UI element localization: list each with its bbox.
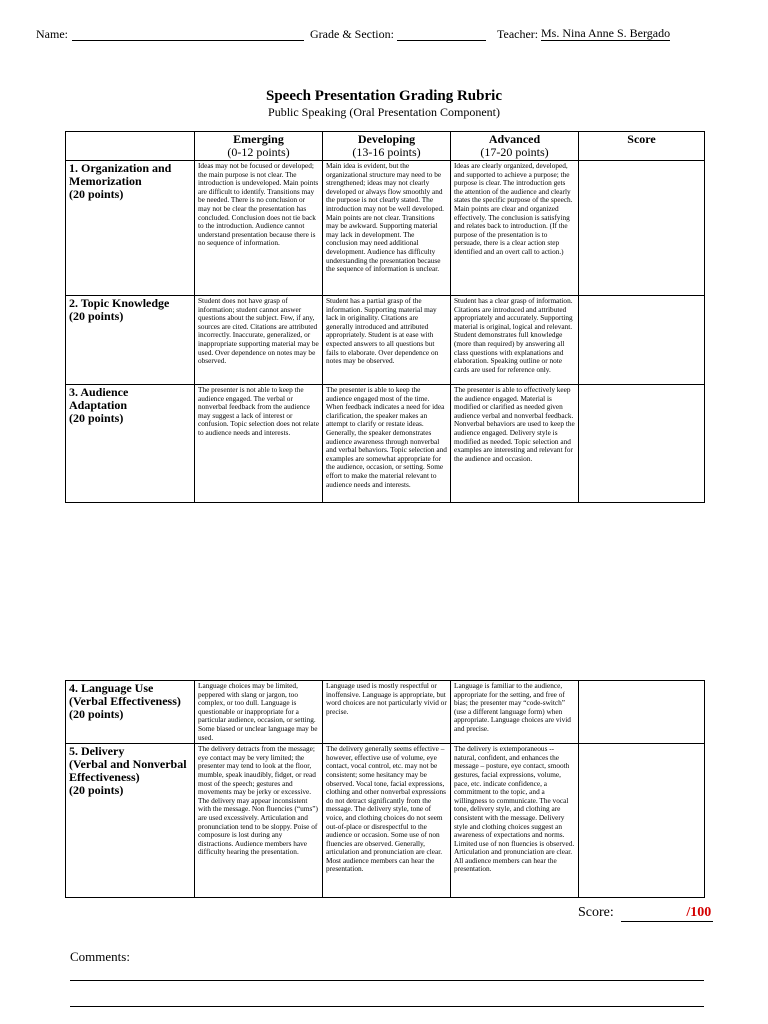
total-score-field[interactable] (621, 905, 713, 922)
advanced-description: Student has a clear grasp of information. Citations are introduced and attributed appropriately and accurately. Supporting material is original, logical and relevant. Student demonstrates full knowledge (more than required) by answering all class questions with explanations and elaboration. Speaking outline or note cards are used for reference only. (451, 296, 579, 385)
advanced-description: Language is familiar to the audience, appropriate for the setting, and free of bias; the presenter may “code-switch” (use a different language form) when appropriate. Language choices are vivid and precise. (451, 681, 579, 744)
comments-label: Comments: (70, 949, 130, 964)
advanced-description: The delivery is extemporaneous -- natural, confident, and enhances the message – posture, eye contact, smooth gestures, facial expressions, volume, pace, etc. indicate confidence, a commitment to the topic, and a willingness to communicate. The vocal tone, delivery style, and clothing are consistent with the message. Delivery style and clothing choices suggest an awareness of expectations and norms. Limited use of non fluencies is observed. Articulation and pronunciation are clear. All audience members can hear the presentation. (451, 744, 579, 898)
criterion-points: (20 points) (69, 309, 124, 323)
rubric-table-top (65, 131, 705, 503)
emerging-description: The presenter is not able to keep the audience engaged. The verbal or nonverbal feedback from the audience may suggest a lack of interest or confusion. Topic selection does not relate to audience needs and interests. (195, 385, 323, 503)
criterion-points: (20 points) (69, 187, 124, 201)
table-row (66, 161, 705, 296)
criterion-text: 5. Delivery (69, 744, 125, 759)
criterion-cell (66, 296, 195, 385)
criterion-text: (Verbal Effectiveness) (69, 694, 181, 708)
teacher-label: Teacher: (497, 27, 539, 41)
comments-line[interactable] (70, 1006, 704, 1007)
table-row (66, 385, 705, 503)
emerging-description: Ideas may not be focused or developed; the main purpose is not clear. The introduction is undeveloped. Main points are difficult to identify. Transitions may be needed. There is no conclusion or may not be clear the presentation has concluded. Conclusion does not tie back to the introduction. Audience cannot understand presentation because there is no sequence of information. (195, 161, 323, 296)
advanced-header (451, 132, 579, 161)
criteria-header-cell (66, 132, 195, 161)
name-field[interactable] (72, 40, 304, 41)
score-cell[interactable] (579, 296, 705, 385)
criterion-text: 1. Organization and (69, 161, 172, 175)
score-header (579, 132, 705, 161)
criterion-text: Effectiveness) (69, 770, 140, 785)
criterion-text: (Verbal and Nonverbal (69, 757, 187, 772)
criterion-cell (66, 681, 195, 744)
score-title: Score (627, 132, 656, 146)
grade-section-label: Grade & Section: (310, 27, 394, 41)
score-cell[interactable] (579, 744, 705, 898)
emerging-range: (0-12 points) (227, 145, 290, 159)
score-cell[interactable] (579, 161, 705, 296)
criterion-text: Memorization (69, 174, 142, 188)
criterion-cell (66, 744, 195, 898)
score-label: Score: (578, 905, 614, 920)
developing-header (323, 132, 451, 161)
table-row (66, 681, 705, 744)
grade-section-field[interactable] (397, 40, 486, 41)
emerging-description: The delivery detracts from the message; eye contact may be very limited; the presenter may tend to look at the floor, mumble, speak inaudibly, fidget, or read most of the speech; gestures and movements may be jerky or excessive. The delivery may appear inconsistent with the message. Non fluencies (“ums”) are used excessively. Articulation and pronunciation tend to be sloppy. Poise of composure is lost during any distractions. Audience members have difficulty hearing the presentation. (195, 744, 323, 898)
score-cell[interactable] (579, 385, 705, 503)
advanced-description: Ideas are clearly organized, developed, and supported to achieve a purpose; the purpose is clear. The introduction gets the attention of the audience and clearly states the specific purpose of the speech. Main points are clear and organized effectively. The conclusion is satisfying and relates back to introduction. (If the purpose of the presentation is to persuade, there is a clear action step identified and an overt call to action.) (451, 161, 579, 296)
developing-range: (13-16 points) (352, 145, 421, 159)
criterion-text: 2. Topic Knowledge (69, 296, 170, 310)
criterion-text: 3. Audience (69, 385, 129, 399)
table-row (66, 296, 705, 385)
rubric-title: Speech Presentation Grading Rubric (266, 88, 502, 104)
rubric-subtitle: Public Speaking (Oral Presentation Component) (268, 105, 500, 119)
developing-description: Student has a partial grasp of the information. Supporting material may lack in originality. Citations are generally introduced and attributed appropriately. Student is at ease with expected answers to all questions but fails to elaborate. Over dependence on notes may be observed. (323, 296, 451, 385)
criterion-cell (66, 385, 195, 503)
criterion-points: (20 points) (69, 783, 124, 798)
criterion-points: (20 points) (69, 411, 124, 425)
developing-description: Language used is mostly respectful or inoffensive. Language is appropriate, but word choices are not particularly vivid or precise. (323, 681, 451, 744)
emerging-header (195, 132, 323, 161)
developing-description: The presenter is able to keep the audience engaged most of the time. When feedback indicates a need for idea clarification, the speaker makes an attempt to clarify or restate ideas. Generally, the speaker demonstrates audience awareness through nonverbal and verbal behaviors. Topic selection and examples are somewhat appropriate for the audience, occasion, or setting. Some effort to make the material relevant to audience needs and interests. (323, 385, 451, 503)
column-header-row (66, 132, 705, 161)
score-max: /100 (686, 905, 712, 920)
developing-description: Main idea is evident, but the organizational structure may need to be strengthened; ideas may not clearly developed or always flow smoothly and the purpose is not clearly stated. The introduction may not be well developed. Main points are not clear. Transitions may be awkward. Supporting material may lack in development. The conclusion may need additional development. Audience has difficulty understanding the presentation because the sequence of information is unclear. (323, 161, 451, 296)
student-info-header (0, 27, 768, 43)
developing-description: The delivery generally seems effective – however, effective use of volume, eye contact, vocal control, etc. may not be consistent; some hesitancy may be observed. Vocal tone, facial expressions, clothing and other nonverbal expressions do not detract significantly from the message. The delivery style, tone of voice, and clothing choices do not seem out-of-place or disrespectful to the audience or occasion. Some use of non fluencies are observed. Generally, articulation and pronunciation are clear. Most audience members can hear the presentation. (323, 744, 451, 898)
teacher-name: Ms. Nina Anne S. Bergado (541, 26, 671, 40)
advanced-title: Advanced (488, 132, 541, 146)
advanced-range: (17-20 points) (480, 145, 549, 159)
criterion-cell (66, 161, 195, 296)
rubric-table-bottom (65, 680, 705, 898)
table-row (66, 744, 705, 898)
comments-line[interactable] (70, 980, 704, 981)
criterion-text: Adaptation (69, 398, 128, 412)
emerging-description: Student does not have grasp of information; student cannot answer questions about the subject. Few, if any, sources are cited. Citations are attributed incorrectly. Inaccurate, generalized, or inappropriate supporting material may be used. Over dependence on notes may be observed. (195, 296, 323, 385)
criterion-points: (20 points) (69, 707, 124, 721)
total-score (578, 905, 713, 922)
criterion-text: 4. Language Use (69, 681, 154, 695)
name-label: Name: (36, 27, 68, 41)
developing-title: Developing (357, 132, 416, 146)
emerging-description: Language choices may be limited, peppered with slang or jargon, too complex, or too dull. Language is questionable or inappropriate for a particular audience, occasion, or setting. Some biased or unclear language may be used. (195, 681, 323, 744)
emerging-title: Emerging (233, 132, 284, 146)
score-cell[interactable] (579, 681, 705, 744)
advanced-description: The presenter is able to effectively keep the audience engaged. Material is modified or clarified as needed given audience verbal and nonverbal feedback. Nonverbal behaviors are used to keep the audience engaged. Delivery style is modified as needed. Topic selection and examples are interesting and relevant for the audience and occasion. (451, 385, 579, 503)
